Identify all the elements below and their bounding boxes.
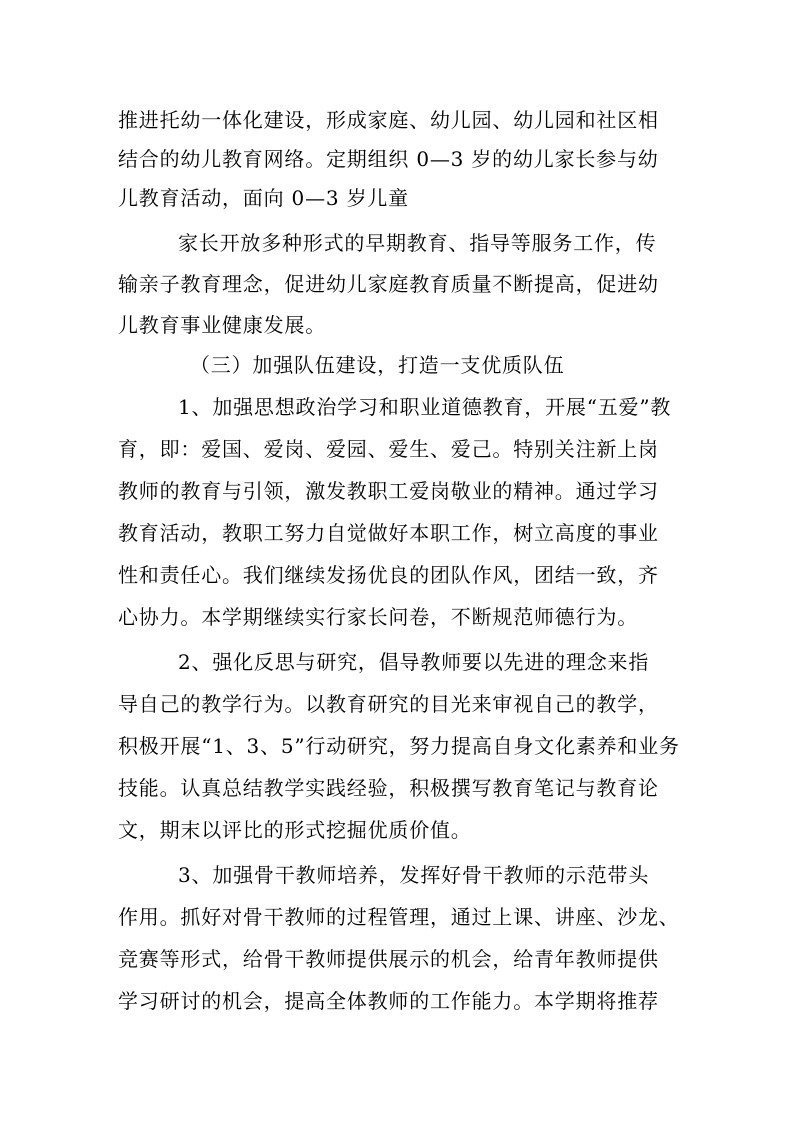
section-heading: （三）加强队伍建设，打造一支优质队伍 — [190, 353, 565, 377]
text-line: 导自己的教学行为。以教育研究的目光来审视自己的教学， — [118, 692, 659, 716]
paragraph-first-line: 2、强化反思与研究，倡导教师要以先进的理念来指 — [178, 650, 650, 674]
text-line: 性和责任心。我们继续发扬优良的团队作风，团结一致，齐 — [118, 563, 659, 587]
text-line: 儿教育事业健康发展。 — [118, 313, 326, 337]
paragraph-first-line: 1、加强思想政治学习和职业道德教育，开展“五爱”教 — [178, 395, 672, 419]
text-line: 结合的幼儿教育网络。定期组织 0—3 岁的幼儿家长参与幼 — [118, 147, 659, 171]
text-line: 技能。认真总结教学实践经验，积极撰写教育笔记与教育论 — [118, 776, 659, 800]
text-line: 积极开展“1、3、5”行动研究，努力提高自身文化素养和业务 — [118, 734, 680, 758]
text-line: 育，即：爱国、爱岗、爱园、爱生、爱己。特别关注新上岗 — [118, 437, 659, 461]
text-line: 教师的教育与引领，激发教职工爱岗敬业的精神。通过学习 — [118, 479, 659, 503]
text-line: 输亲子教育理念，促进幼儿家庭教育质量不断提高，促进幼 — [118, 272, 659, 296]
text-line: 推进托幼一体化建设，形成家庭、幼儿园、幼儿园和社区相 — [118, 108, 659, 132]
text-line: 作用。抓好对骨干教师的过程管理，通过上课、讲座、沙龙、 — [118, 905, 680, 929]
paragraph-first-line: 家长开放多种形式的早期教育、指导等服务工作，传 — [178, 231, 657, 255]
text-line: 心协力。本学期继续实行家长问卷，不断规范师德行为。 — [118, 605, 638, 629]
text-line: 学习研讨的机会，提高全体教师的工作能力。本学期将推荐 — [118, 989, 659, 1013]
text-line: 儿教育活动，面向 0—3 岁儿童 — [118, 186, 409, 210]
paragraph-first-line: 3、加强骨干教师培养，发挥好骨干教师的示范带头 — [178, 863, 650, 887]
text-line: 文，期末以评比的形式挖掘优质价值。 — [118, 818, 472, 842]
text-line: 竞赛等形式，给骨干教师提供展示的机会，给青年教师提供 — [118, 947, 659, 971]
text-line: 教育活动，教职工努力自觉做好本职工作，树立高度的事业 — [118, 521, 659, 545]
